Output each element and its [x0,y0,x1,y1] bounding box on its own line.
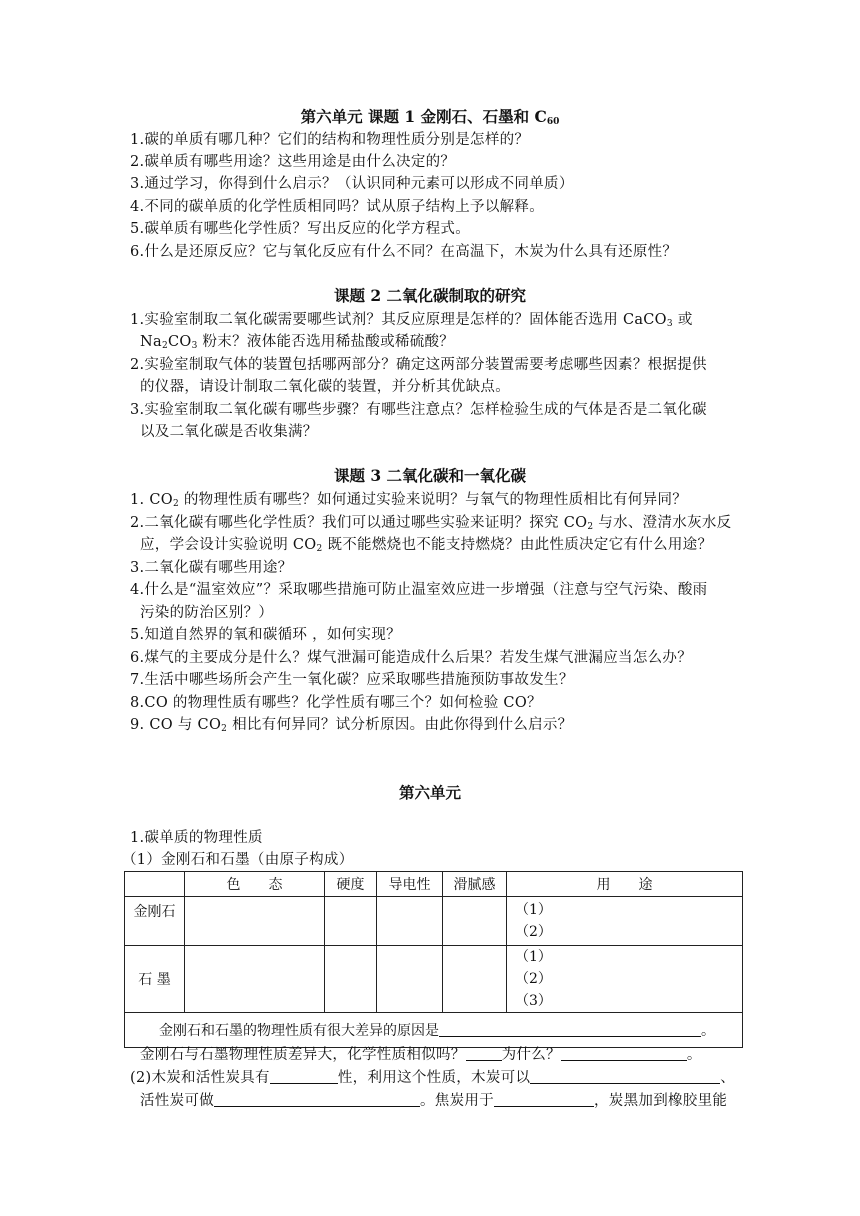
section2-q2-line1: 2.实验室制取气体的装置包括哪两部分？确定这两部分装置需要考虑哪些因素？根据提供 [130,357,707,373]
uses-cell [507,897,743,946]
section2-q3-line1: 3.实验室制取二氧化碳有哪些步骤？有哪些注意点？怎样检验生成的气体是否是二氧化碳 [130,402,707,418]
section1-q6: 6.什么是还原反应？它与氧化反应有什么不同？在高温下，木炭为什么具有还原性？ [130,244,678,260]
blank-cell [443,946,507,1013]
blank-cell [325,946,377,1013]
section2-title: 课题 2 二氧化碳制取的研究 [333,286,527,305]
blank-cell [185,897,325,946]
section1-q2: 2.碳单质有哪些用途？这些用途是由什么决定的？ [130,154,456,170]
answer-blank[interactable] [561,1046,687,1061]
table-header: 硬度 [325,872,377,897]
section1-q3: 3.通过学习，你得到什么启示？（认识同种元素可以形成不同单质） [130,176,574,192]
table-header: 色 态 [185,872,325,897]
table-header [125,872,185,897]
section3-q4-line2: 污染的防治区别？） [140,605,274,621]
uses-cell [507,946,743,1013]
table-header: 导电性 [377,872,443,897]
section3-q9: 9. CO 与 $CO_2$ 相比有何异同？试分析原因。由此你得到什么启示？ [130,717,573,734]
section1-title: 第六单元 课题 1 金刚石、石墨和 $C_{60}$ [300,107,560,127]
blank-cell [377,897,443,946]
row-label-graphite: 石 墨 [125,946,185,1013]
table-row [125,897,743,946]
answer-blank[interactable] [530,1069,720,1084]
section3-q6: 6.煤气的主要成分是什么？煤气泄漏可能造成什么后果？若发生煤气泄漏应当怎么办？ [130,650,693,666]
table-header-row [125,872,743,897]
use-item: （3） [515,993,552,1009]
section4-item1-1: （1）金刚石和石墨（由原子构成） [122,852,354,868]
section3-q1: 1. $CO_2$ 的物理性质有哪些？如何通过实验来说明？与氧气的物理性质相比有何异同？ [130,492,688,509]
section3-q2-line1: 2.二氧化碳有哪些化学性质？我们可以通过哪些实验来证明？探究 $CO_2$ 与水、澄清水灰水反 [130,515,732,532]
table-header: 滑腻感 [443,872,507,897]
summary-cell: 金刚石和石墨的物理性质有很大差异的原因是 。 [125,1013,743,1048]
blank-cell [443,897,507,946]
section3-q5: 5.知道自然界的氧和碳循环 ，如何实现？ [130,627,401,643]
section3-q4-line1: 4.什么是“温室效应”？采取哪些措施可防止温室效应进一步增强（注意与空气污染、酸雨 [130,582,708,598]
section1-q5: 5.碳单质有哪些化学性质？写出反应的化学方程式。 [130,221,471,237]
section4-after-table: 金刚石与石墨物理性质差异大，化学性质相似吗？ 为什么？ 。 [140,1047,702,1063]
section2-q1-line1: 1.实验室制取二氧化碳需要哪些试剂？其反应原理是怎样的？固体能否选用 CaCO$_3$ 或 [130,312,693,329]
use-item: （1） [515,949,552,965]
use-item: （2） [515,971,552,987]
section3-q7: 7.生活中哪些场所会产生一氧化碳？应采取哪些措施预防事故发生？ [130,672,574,688]
section2-q2-line2: 的仪器，请设计制取二氧化碳的装置，并分析其优缺点。 [140,379,510,395]
blank-cell [377,946,443,1013]
use-item: （1） [515,902,552,918]
table-row [125,946,743,1013]
table-summary-row [125,1013,743,1048]
section4-item2-line2: 活性炭可做 。焦炭用于 ，炭黑加到橡胶里能 [140,1093,728,1109]
section4-title: 第六单元 [398,783,461,802]
section3-title: 课题 3 二氧化碳和一氧化碳 [333,466,527,485]
use-item: （2） [515,924,552,940]
section2-q3-line2: 以及二氧化碳是否收集满？ [140,424,318,440]
answer-blank[interactable] [270,1069,338,1084]
answer-blank[interactable] [214,1092,420,1107]
answer-blank[interactable] [466,1046,502,1061]
section1-q1: 1.碳的单质有哪几种？它们的结构和物理性质分别是怎样的？ [130,132,530,148]
properties-table [124,871,743,1048]
section3-q3: 3.二氧化碳有哪些用途？ [130,560,293,576]
blank-cell [325,897,377,946]
section4-item2-line1: (2)木炭和活性炭具有 性，利用这个性质，木炭可以 、 [130,1070,736,1086]
row-label-diamond: 金刚石 [125,897,185,946]
table-header: 用 途 [507,872,743,897]
answer-blank[interactable] [439,1022,701,1037]
blank-cell [185,946,325,1013]
answer-blank[interactable] [494,1092,594,1107]
section2-q1-line2: $Na_2CO_3$ 粉末？液体能否选用稀盐酸或稀硫酸？ [140,334,455,351]
section3-q8: 8.CO 的物理性质有哪些？化学性质有哪三个？如何检验 CO？ [130,695,542,711]
section4-item1: 1.碳单质的物理性质 [130,830,263,846]
section1-q4: 4.不同的碳单质的化学性质相同吗？试从原子结构上予以解释。 [130,199,545,215]
section3-q2-line2: 应，学会设计实验说明 $CO_2$ 既不能燃烧也不能支持燃烧？由此性质决定它有什么用途？ [140,537,713,554]
